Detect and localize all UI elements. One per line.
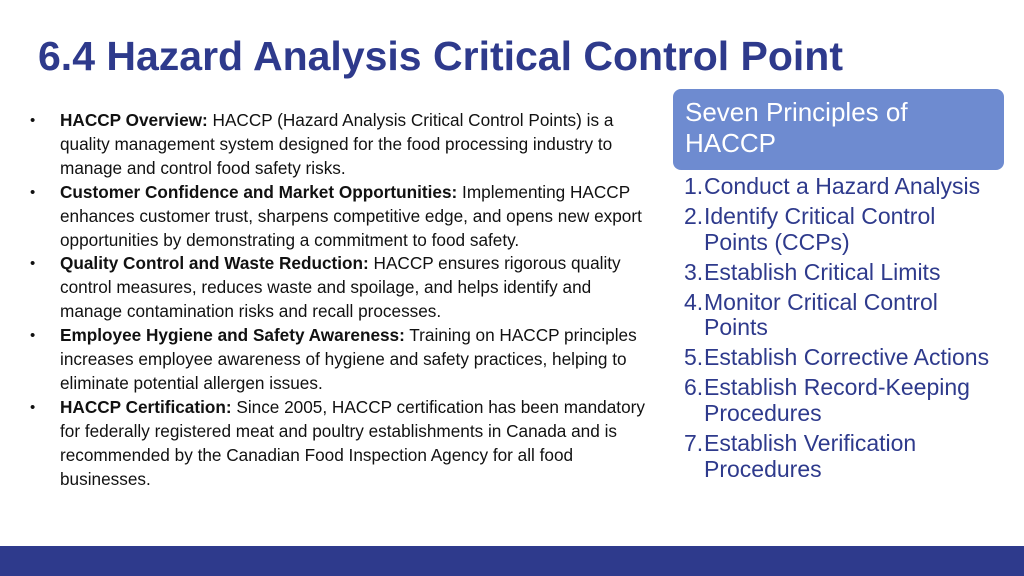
bullet-heading: Quality Control and Waste Reduction: xyxy=(60,253,369,274)
principle-item xyxy=(684,431,1004,482)
overview-bullet-item xyxy=(30,324,655,396)
bullet-text: Implementing HACCP enhances customer trust, sharpens competitive edge, and opens new export opportunities by demonstrating a commitment to food safety. xyxy=(60,181,642,250)
bullet-marker: • xyxy=(30,255,36,273)
overview-bullet-item xyxy=(30,109,655,181)
principle-text: Identify Critical Control Points (CCPs) xyxy=(704,203,936,255)
bullet-heading: HACCP Overview: xyxy=(60,110,208,130)
principle-text: Establish Corrective Actions xyxy=(704,344,990,371)
bullet-heading: Employee Hygiene and Safety Awareness: xyxy=(60,325,405,346)
principle-text: Monitor Critical Control Points xyxy=(704,288,938,341)
principle-item xyxy=(684,204,1004,255)
principle-item xyxy=(684,174,1004,200)
overview-bullet-list xyxy=(30,109,655,492)
bullet-marker: • xyxy=(30,112,36,129)
principle-number: 6. xyxy=(684,374,704,401)
principle-number: 5. xyxy=(684,344,704,371)
principle-number: 7. xyxy=(684,430,704,457)
overview-bullet-item xyxy=(30,396,655,492)
principle-text: Establish Record-Keeping Procedures xyxy=(704,374,970,426)
bullet-text: HACCP ensures rigorous quality control measures, reduces waste and spoilage, and helps identify and manage contamination risks and recall processes. xyxy=(60,253,621,322)
bullet-heading: Customer Confidence and Market Opportunities: xyxy=(60,181,458,202)
principle-item xyxy=(684,290,1004,341)
principle-item xyxy=(684,260,1004,286)
bullet-text: HACCP (Hazard Analysis Critical Control Points) is a quality management system designed for the food processing industry to manage and control food safety risks. xyxy=(60,110,614,178)
overview-bullet-item xyxy=(30,181,655,253)
slide-title: 6.4 Hazard Analysis Critical Control Point xyxy=(38,33,844,79)
principles-list xyxy=(684,174,1004,487)
bullet-marker: • xyxy=(30,183,36,201)
principle-text: Establish Verification Procedures xyxy=(704,430,917,482)
bullet-marker: • xyxy=(30,327,36,345)
footer-bar xyxy=(0,546,1024,576)
principle-number: 1. xyxy=(684,173,704,199)
principle-number: 4. xyxy=(684,288,704,315)
principle-number: 3. xyxy=(684,258,704,285)
principles-header: Seven Principles of HACCP xyxy=(673,89,1004,170)
principle-item xyxy=(684,345,1004,371)
overview-bullet-item xyxy=(30,252,655,324)
bullet-text: Training on HACCP principles increases employee awareness of hygiene and safety practices, helping to eliminate potential allergen issues. xyxy=(60,325,637,393)
principle-text: Conduct a Hazard Analysis xyxy=(704,173,981,199)
principle-text: Establish Critical Limits xyxy=(704,258,941,285)
bullet-marker: • xyxy=(30,398,36,416)
principle-number: 2. xyxy=(684,203,704,230)
bullet-text: Since 2005, HACCP certification has been mandatory for federally registered meat and poultry establishments in Canada and is recommended by the Canadian Food Inspection Agency for all food businesses. xyxy=(60,396,645,489)
principle-item xyxy=(684,375,1004,426)
bullet-heading: HACCP Certification: xyxy=(60,396,232,417)
